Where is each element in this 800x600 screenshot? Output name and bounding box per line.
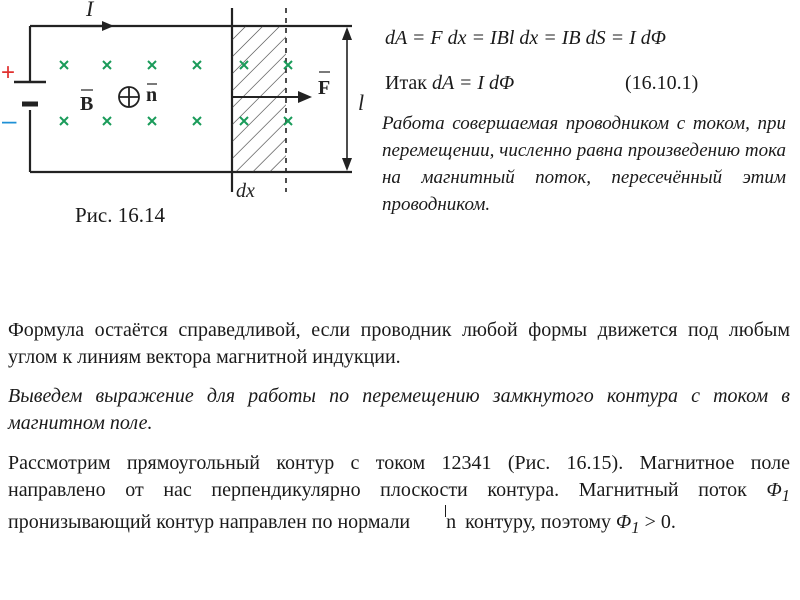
paragraph-derivation-intro: Выведем выражение для работы по перемещению замкнутого контура с током в магнитном поле. xyxy=(8,385,790,434)
field-label: B xyxy=(80,93,94,115)
normal-vector-symbol: n xyxy=(446,509,456,536)
current-arrow-icon xyxy=(102,21,114,31)
battery-icon xyxy=(14,82,46,104)
phi-symbol-2: Φ xyxy=(616,511,632,533)
normal-into-page-icon xyxy=(119,87,139,107)
current-label: I xyxy=(86,0,94,21)
work-statement: Работа совершаемая проводником с током, при перемещении, численно равна произведению тока на магнитный поток, пересечённый этим проводником. xyxy=(382,113,786,215)
swept-area xyxy=(232,26,286,172)
p3-text4: > 0. xyxy=(639,511,676,533)
plus-sign: + xyxy=(1,59,16,86)
minus-sign: – xyxy=(2,105,17,135)
figure-caption: Рис. 16.14 xyxy=(75,203,165,227)
p3-text1: Рассмотрим прямоугольный контур с током 12341 (Рис. 16.15). Магнитное поле направлено от нас перпендикулярно плоскости контура. Магнитный поток xyxy=(8,452,790,501)
itak-prefix: Итак xyxy=(385,72,433,94)
result-formula: dA = I dΦ xyxy=(432,72,515,94)
force-arrow-icon xyxy=(298,91,312,103)
work-formula: dA = F dx = IBl dx = IB dS = I dΦ xyxy=(385,27,667,49)
result-line xyxy=(385,72,699,95)
force-label: F xyxy=(318,77,331,99)
phi-subscript: 1 xyxy=(781,486,790,505)
paragraph-formula-validity: Формула остаётся справедливой, если проводник любой формы движется под любым углом к линиям вектора магнитной индукции. xyxy=(8,319,790,368)
phi-symbol: Φ xyxy=(766,479,782,501)
normal-label: n xyxy=(146,84,158,106)
length-label: l xyxy=(358,90,365,115)
p3-text3: контуру, поэтому xyxy=(460,511,617,533)
paragraph-rect-contour xyxy=(8,450,790,541)
p3-text2: пронизывающий контур направлен по нормали xyxy=(8,511,411,533)
circuit-figure xyxy=(0,0,370,210)
displacement-label: dx xyxy=(236,180,255,202)
phi-subscript-2: 1 xyxy=(631,518,640,537)
equation-number: (16.10.1) xyxy=(625,72,699,94)
